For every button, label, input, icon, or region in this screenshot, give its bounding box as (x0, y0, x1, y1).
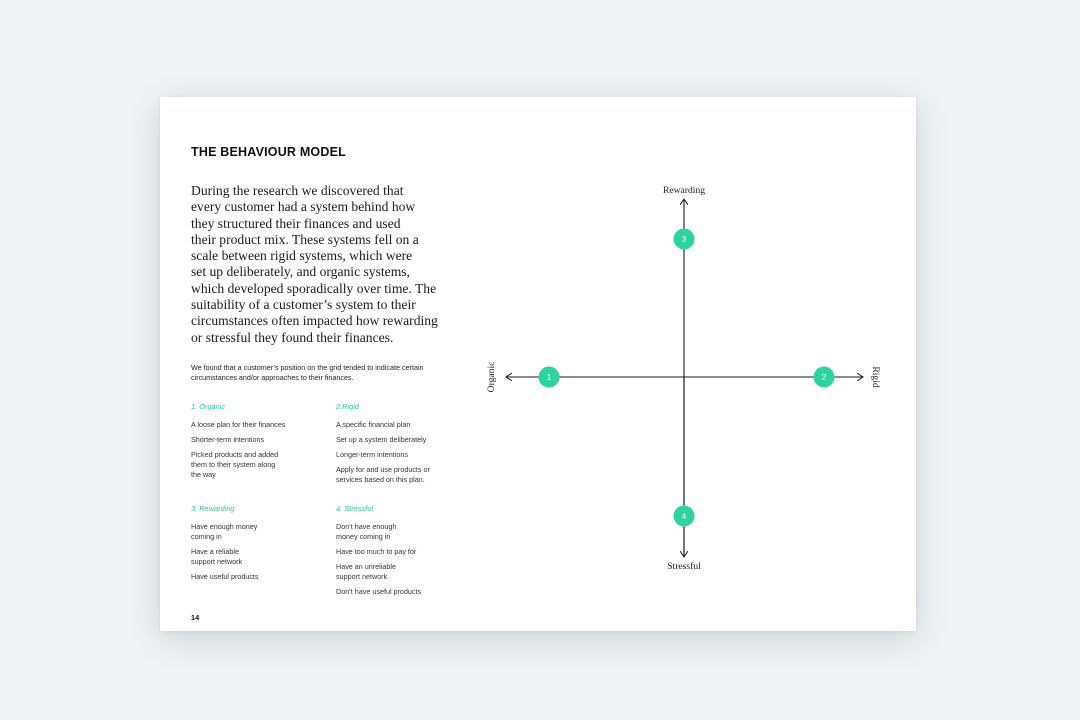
list-item: Have enough money coming in (191, 522, 258, 541)
marker-4 (674, 506, 695, 527)
list-item: Don’t have useful products (336, 586, 422, 596)
list-item: A loose plan for their finances (191, 420, 286, 429)
marker-label: 2 (821, 373, 827, 382)
axis-label-left: Organic (486, 361, 497, 393)
lead-paragraph: We found that a customer’s position on the grid tended to indicate certain circumstances and/or approaches to their finances. (191, 363, 424, 382)
list-item: Have an unreliable support network (336, 561, 396, 581)
axis-label-bottom: Stressful (667, 561, 701, 572)
page-number: 14 (191, 613, 200, 622)
list-item: Shorter-term intentions (191, 434, 265, 444)
marker-3 (674, 229, 695, 250)
axis-label-top: Rewarding (662, 185, 706, 196)
page-title: THE BEHAVIOUR MODEL (191, 145, 346, 159)
list-item: Longer-term intentions (336, 449, 408, 459)
category-heading: 1. Organic (191, 402, 226, 411)
marker-1 (539, 367, 560, 388)
list-item: Have a reliable support network (191, 546, 243, 566)
list-item: A specific financial plan (336, 420, 411, 429)
document-page (160, 97, 916, 631)
list-item: Have too much to pay for (336, 546, 417, 556)
list-item: Have useful products (191, 571, 259, 581)
list-item: Don’t have enough money coming in (336, 522, 397, 541)
marker-label: 4 (681, 512, 687, 521)
list-item: Apply for and use products or services based on this plan. (336, 464, 430, 484)
intro-paragraph: During the research we discovered that every customer had a system behind how they structured their finances and used their product mix. These systems fell on a scale between rigid systems, which were set up deliberately, and organic systems, which developed sporadically over time. The suitability of a customer’s system to their circumstances often impacted how rewarding or stressful they found their finances. (191, 183, 438, 345)
category-heading: 3. Rewarding (191, 504, 235, 513)
list-item: Set up a system deliberately (336, 434, 427, 444)
marker-2 (814, 367, 835, 388)
list-item: Picked products and added them to their system along the way (191, 449, 279, 479)
category-heading: 4. Stressful (336, 504, 373, 513)
marker-label: 3 (681, 235, 687, 244)
axis-label-right: Rigid (870, 366, 881, 388)
marker-label: 1 (546, 373, 552, 382)
behaviour-grid-diagram (160, 97, 916, 631)
category-heading: 2.Rigid (336, 402, 360, 411)
